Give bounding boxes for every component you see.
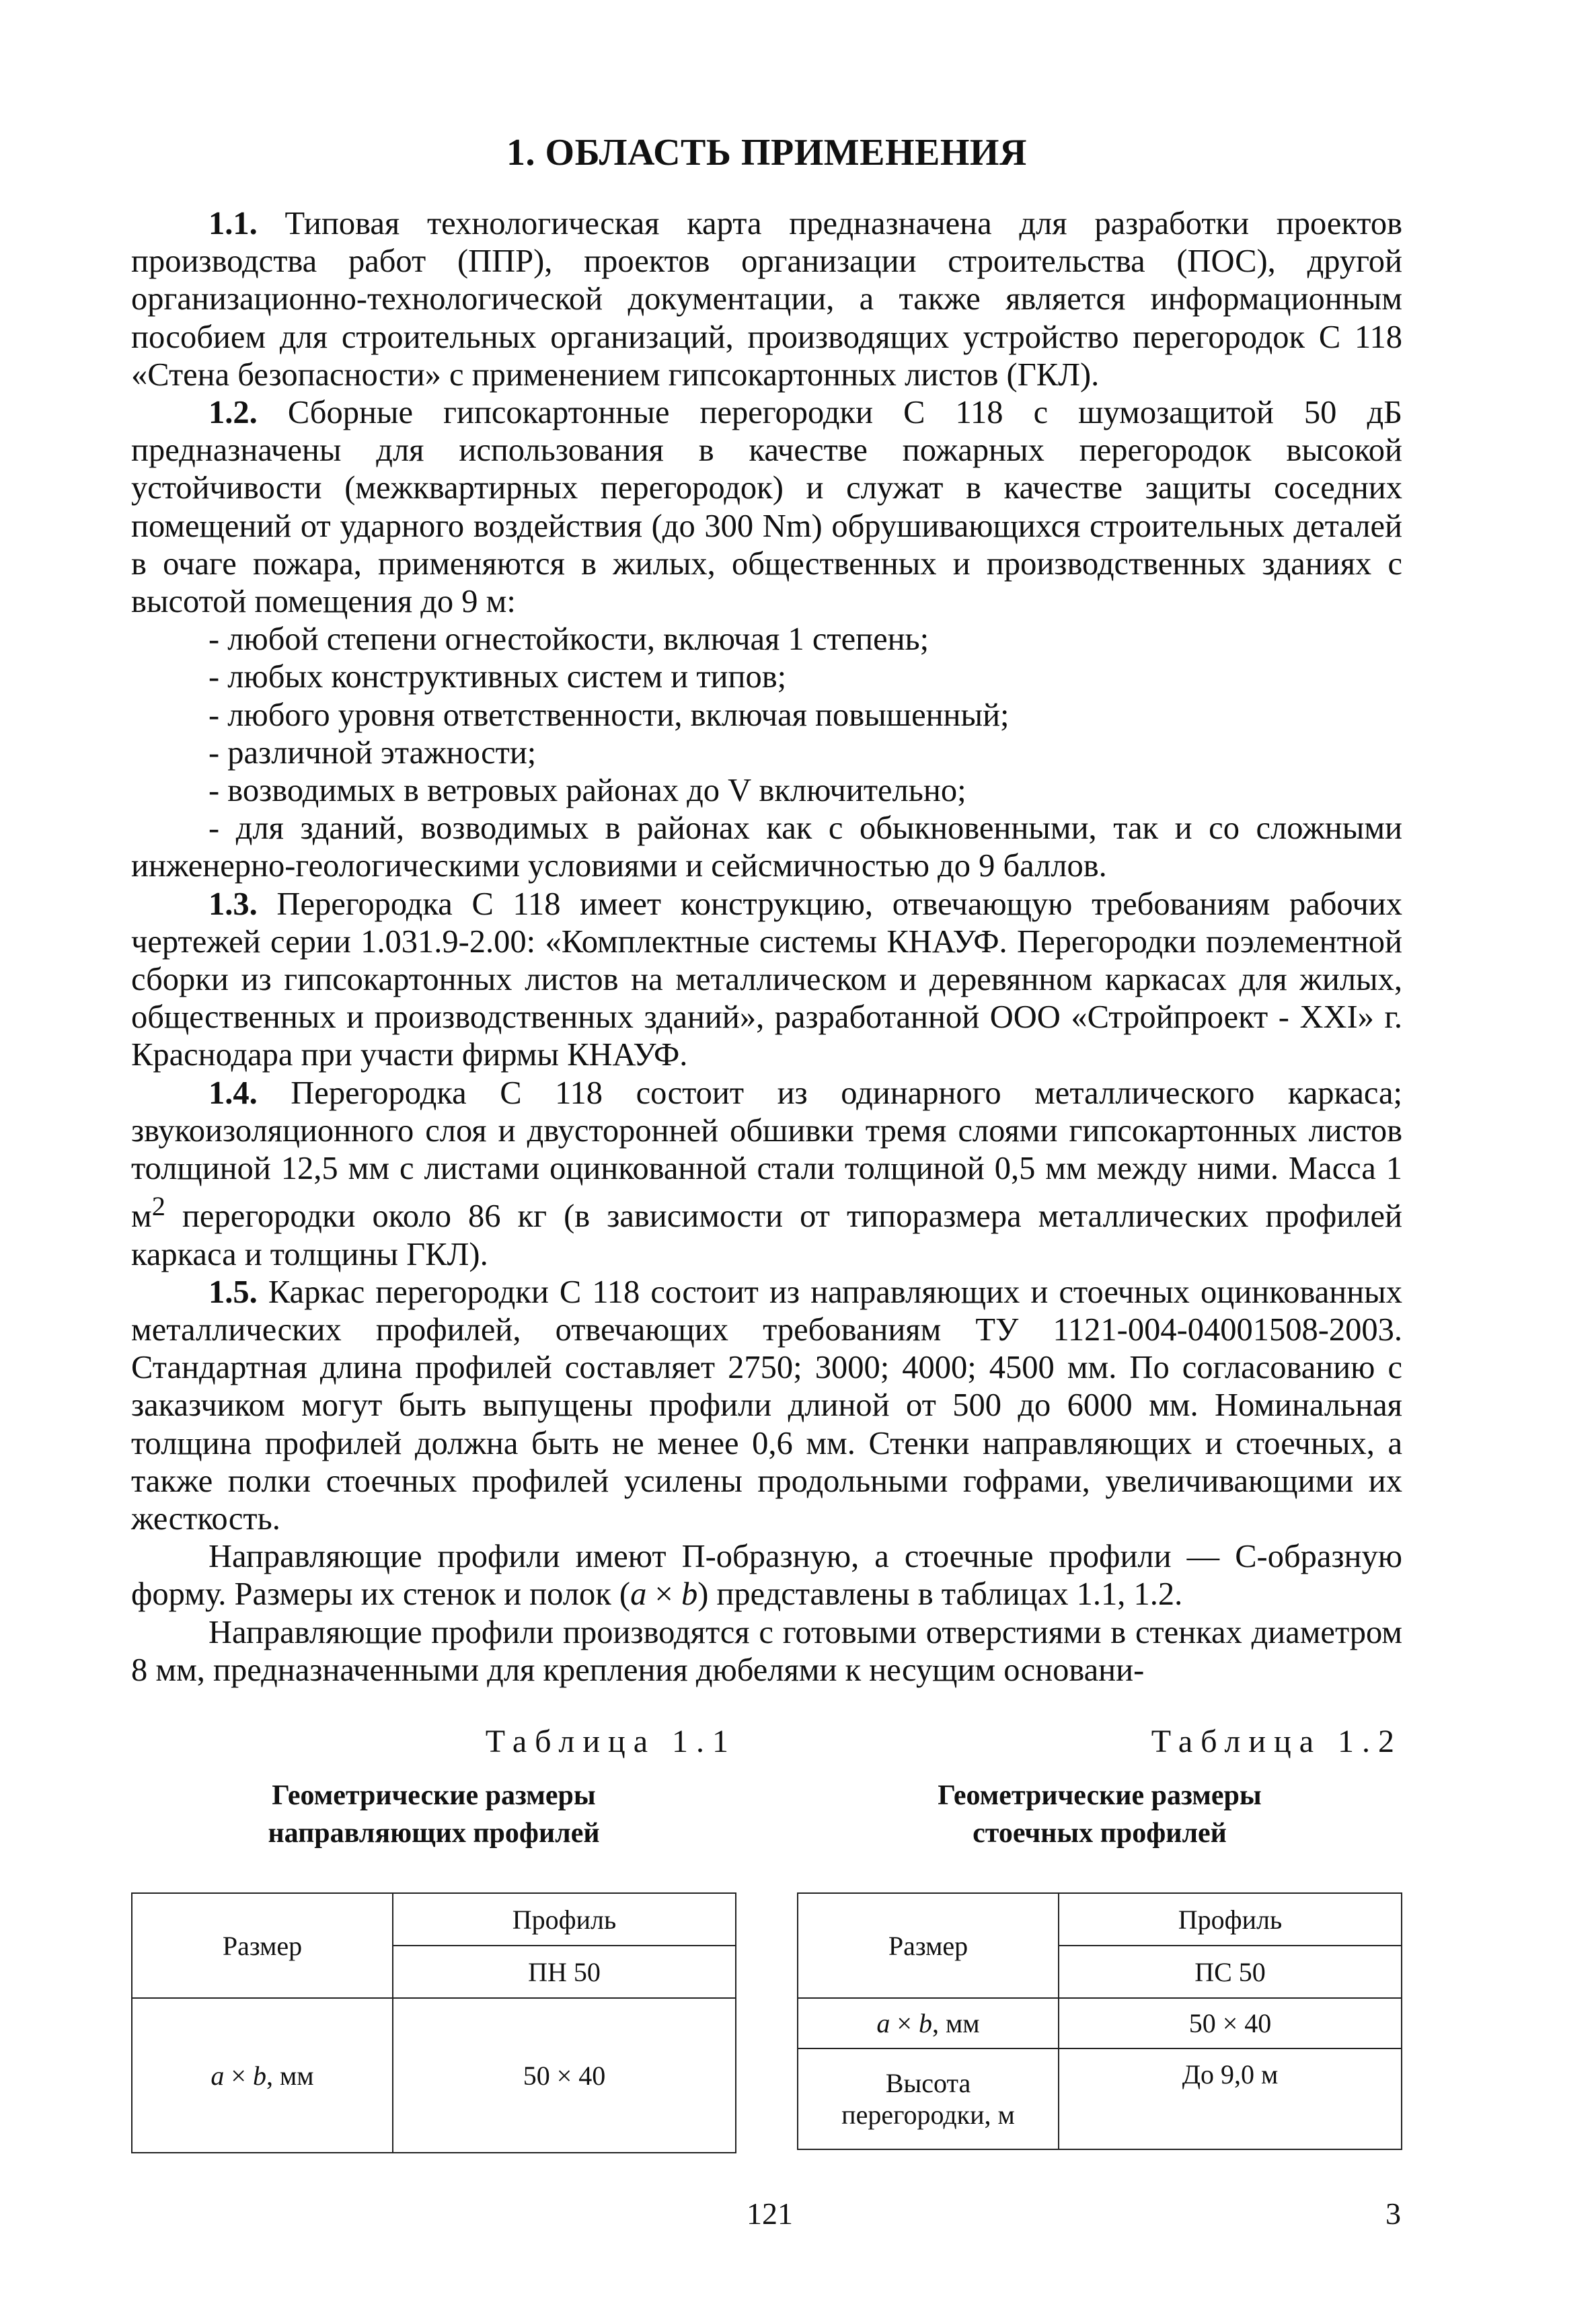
label-line: Высота xyxy=(885,2068,971,2098)
paragraph-profiles-shape xyxy=(131,1538,1402,1613)
body-text xyxy=(131,205,1402,1689)
table-cell-label xyxy=(798,2048,1059,2149)
page-number-center: 121 xyxy=(747,2196,793,2231)
table-subtitle xyxy=(131,1777,736,1852)
paragraph-text: ) представлены в таблицах 1.1, 1.2. xyxy=(697,1576,1183,1613)
italic-a: a xyxy=(211,2060,225,2091)
paragraph-text: перегородки около 86 кг (в зависимости от типоразмера металлических профилей каркаса и толщины ГКЛ). xyxy=(131,1198,1402,1272)
paragraph-number: 1.5. xyxy=(208,1274,258,1310)
table-1-1 xyxy=(131,1892,736,2153)
paragraph-number: 1.2. xyxy=(208,395,258,431)
paragraph-text: Сборные гипсокартонные перегородки С 118 с шумозащитой 50 дБ предназначены для использования в качестве пожарных перегородок высокой устойчивости (межквартирных перегородок) и служат в качестве защиты соседних помещений от ударного воздействия (до 300 Nm) обрушивающихся строительных деталей в очаге пожара, применяются в жилых, общественных и производственных зданиях с высотой помещения до 9 м: xyxy=(131,395,1402,620)
paragraph-1-2 xyxy=(131,394,1402,621)
times-sign: × xyxy=(890,2008,919,2038)
table-header-size: Размер xyxy=(798,1893,1059,1998)
list-item: - любых конструктивных систем и типов; xyxy=(208,659,787,695)
paragraph-number: 1.4. xyxy=(208,1075,258,1111)
paragraph-text: Перегородка С 118 имеет конструкцию, отвечающую требованиям рабочих чертежей серии 1.031.9-2.00: «Комплектные системы КНАУФ. Перегородки поэлементной сборки из гипсокартонных листов на металлическом и деревянном каркасах для жилых, общественных и производственных зданий», разработанной ООО «Стройпроект - XXI» г. Краснодара при участи фирмы КНАУФ. xyxy=(131,886,1402,1073)
table-1-1-block xyxy=(131,1722,736,2153)
list-item: - любой степени огнестойкости, включая 1 степень; xyxy=(208,621,929,658)
table-subtitle xyxy=(797,1777,1402,1852)
table-cell-label xyxy=(132,1998,393,2153)
table-header-profile-name: ПН 50 xyxy=(393,1946,736,1998)
table-subtitle-line: стоечных профилей xyxy=(973,1818,1227,1849)
table-1-2 xyxy=(797,1892,1402,2150)
paragraph-1-4 xyxy=(131,1075,1402,1274)
list-item: - для зданий, возводимых в районах как с обыкновенными, так и со сложными инженерно-геологическими условиями и сейсмичностью до 9 баллов. xyxy=(131,810,1402,884)
page-number-right: 3 xyxy=(1385,2196,1401,2231)
italic-a: a xyxy=(876,2008,890,2038)
table-cell-label xyxy=(798,1998,1059,2048)
unit-label: , мм xyxy=(266,2060,314,2091)
paragraph-1-5 xyxy=(131,1274,1402,1538)
italic-b: b xyxy=(918,2008,932,2038)
unit-label: , мм xyxy=(932,2008,980,2038)
table-header-profile: Профиль xyxy=(1059,1893,1402,1946)
table-caption: Таблица 1.1 xyxy=(485,1724,736,1759)
table-subtitle-line: Геометрические размеры xyxy=(272,1780,596,1811)
paragraph-profiles-holes: Направляющие профили производятся с готовыми отверстиями в стенках диаметром 8 мм, предназначенными для крепления дюбелями к несущим основани- xyxy=(131,1614,1402,1688)
label-line: перегородки, м xyxy=(841,2100,1015,2130)
paragraph-text: Направляющие профили имеют П-образную, а стоечные профили — С-образную форму. Размеры их стенок и полок ( xyxy=(131,1539,1402,1613)
table-header-size: Размер xyxy=(132,1893,393,1998)
tables-area xyxy=(131,1722,1402,2139)
table-header-profile-name: ПС 50 xyxy=(1059,1946,1402,1998)
times-sign: × xyxy=(646,1576,681,1613)
table-1-2-block xyxy=(797,1722,1402,2150)
superscript: 2 xyxy=(151,1191,165,1222)
paragraph-text: Перегородка С 118 состоит из одинарного металлического каркаса; звукоизоляционного слоя и двусторонней обшивки тремя слоями гипсокартонных листов толщиной 12,5 мм с листами оцинкованной стали толщиной 0,5 мм между ними. Масса 1 м xyxy=(131,1075,1402,1235)
list-item: - любого уровня ответственности, включая повышенный; xyxy=(208,697,1010,733)
table-cell-value: 50 × 40 xyxy=(393,1998,736,2153)
list-item: - различной этажности; xyxy=(208,734,537,771)
table-subtitle-line: направляющих профилей xyxy=(268,1818,600,1849)
paragraph-text: Каркас перегородки С 118 состоит из направляющих и стоечных оцинкованных металлических профилей, отвечающих требованиям ТУ 1121-004-04001508-2003. Стандартная длина профилей составляет 2750; 3000; 4000; 4500 мм. По согласованию с заказчиком могут быть выпущены профили длиной от 500 до 6000 мм. Номинальная толщина профилей должна быть не менее 0,6 мм. Стенки направляющих и стоечных, а также полки стоечных профилей усилены продольными гофрами, увеличивающими их жесткость. xyxy=(131,1274,1402,1537)
italic-b: b xyxy=(252,2060,266,2091)
times-sign: × xyxy=(224,2060,253,2091)
table-cell-value: До 9,0 м xyxy=(1059,2048,1402,2149)
paragraph-1-3 xyxy=(131,886,1402,1075)
italic-a: a xyxy=(630,1576,647,1613)
table-subtitle-line: Геометрические размеры xyxy=(938,1780,1262,1811)
italic-b: b xyxy=(681,1576,698,1613)
table-cell-value: 50 × 40 xyxy=(1059,1998,1402,2048)
list-item: - возводимых в ветровых районах до V включительно; xyxy=(208,773,966,809)
table-caption: Таблица 1.2 xyxy=(1151,1724,1402,1759)
paragraph-1-1 xyxy=(131,205,1402,394)
paragraph-number: 1.1. xyxy=(208,206,258,241)
paragraph-number: 1.3. xyxy=(208,886,258,922)
section-heading: 1. ОБЛАСТЬ ПРИМЕНЕНИЯ xyxy=(506,132,1027,174)
paragraph-text: Типовая технологическая карта предназначена для разработки проектов производства работ (ППР), проектов организации строительства (ПОС), другой организационно-технологической документации, а также является информационным пособием для строительных организаций, производящих устройство перегородок С 118 «Стена безопасности» с применением гипсокартонных листов (ГКЛ). xyxy=(131,206,1402,393)
table-header-profile: Профиль xyxy=(393,1893,736,1946)
